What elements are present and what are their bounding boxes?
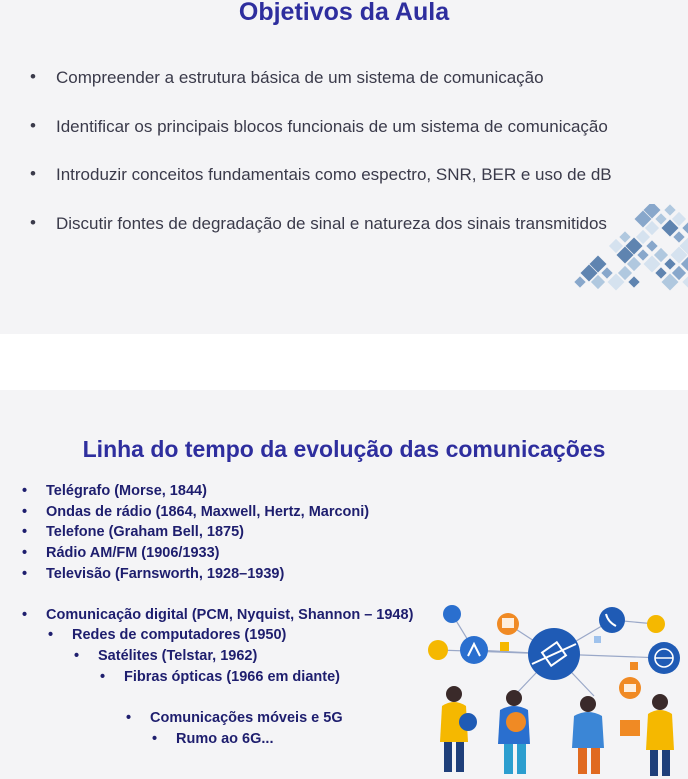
timeline-item-text: Televisão (Farnsworth, 1928–1939) [46, 565, 285, 582]
diamond-tile [664, 258, 675, 269]
objective-text: Compreender a estrutura básica de um sistema de comunicação [56, 68, 544, 87]
diamond-tile-pattern-icon [508, 204, 688, 334]
bullet: • [30, 115, 36, 135]
timeline-item-text: Comunicação digital (PCM, Nyquist, Shannon – 1948) [46, 606, 414, 623]
timeline-item-text: Telefone (Graham Bell, 1875) [46, 524, 244, 541]
bullet: • [74, 647, 80, 664]
diamond-tile [655, 267, 666, 278]
bullet: • [22, 503, 28, 520]
timeline-item-text: Satélites (Telstar, 1962) [98, 647, 258, 664]
bullet: • [22, 606, 28, 623]
timeline-item-text: Ondas de rádio (1864, Maxwell, Hertz, Marconi) [46, 503, 370, 520]
objective-text: Discutir fontes de degradação de sinal e natureza dos sinais transmitidos [56, 213, 607, 233]
bullet: • [30, 164, 36, 183]
people-connected-network-illustration-icon [424, 602, 688, 779]
bullet: • [22, 524, 28, 541]
bullet: • [30, 212, 36, 232]
slide-linha-do-tempo [0, 390, 688, 779]
bullet: • [126, 710, 132, 727]
timeline-item-text: Fibras ópticas (1966 em diante) [124, 668, 340, 685]
diamond-tile [646, 240, 657, 251]
diamond-tile [574, 276, 585, 287]
slide-title: Linha do tempo da evolução das comunicações [82, 436, 606, 462]
bullet: • [30, 67, 36, 86]
objective-text: Introduzir conceitos fundamentais como espectro, SNR, BER e uso de dB [56, 165, 612, 184]
timeline-item-text: Comunicações móveis e 5G [150, 710, 343, 727]
diamond-tile [682, 276, 688, 287]
bullet: • [22, 483, 28, 499]
bullet: • [22, 545, 28, 562]
objective-text: Identificar os principais blocos funcionais de um sistema de comunicação [56, 116, 608, 136]
slide-objetivos [0, 0, 688, 334]
diamond-tile [619, 231, 630, 242]
bullet: • [100, 668, 106, 685]
slide-title: Objetivos da Aula [238, 0, 450, 26]
timeline-item-text: Rádio AM/FM (1906/1933) [46, 545, 220, 562]
bullet: • [152, 731, 158, 747]
bullet: • [48, 627, 54, 644]
diamond-tile [601, 267, 612, 278]
diamond-tile [655, 213, 666, 224]
bullet: • [22, 565, 28, 582]
timeline-item-text: Telégrafo (Morse, 1844) [46, 483, 207, 499]
diamond-tile [664, 204, 675, 215]
timeline-item-text: Rumo ao 6G... [176, 731, 274, 747]
diamond-tile [628, 276, 639, 287]
diamond-tile [637, 249, 648, 260]
diamond-tile [673, 231, 684, 242]
timeline-item-text: Redes de computadores (1950) [72, 627, 287, 644]
diamond-tile [682, 222, 688, 233]
